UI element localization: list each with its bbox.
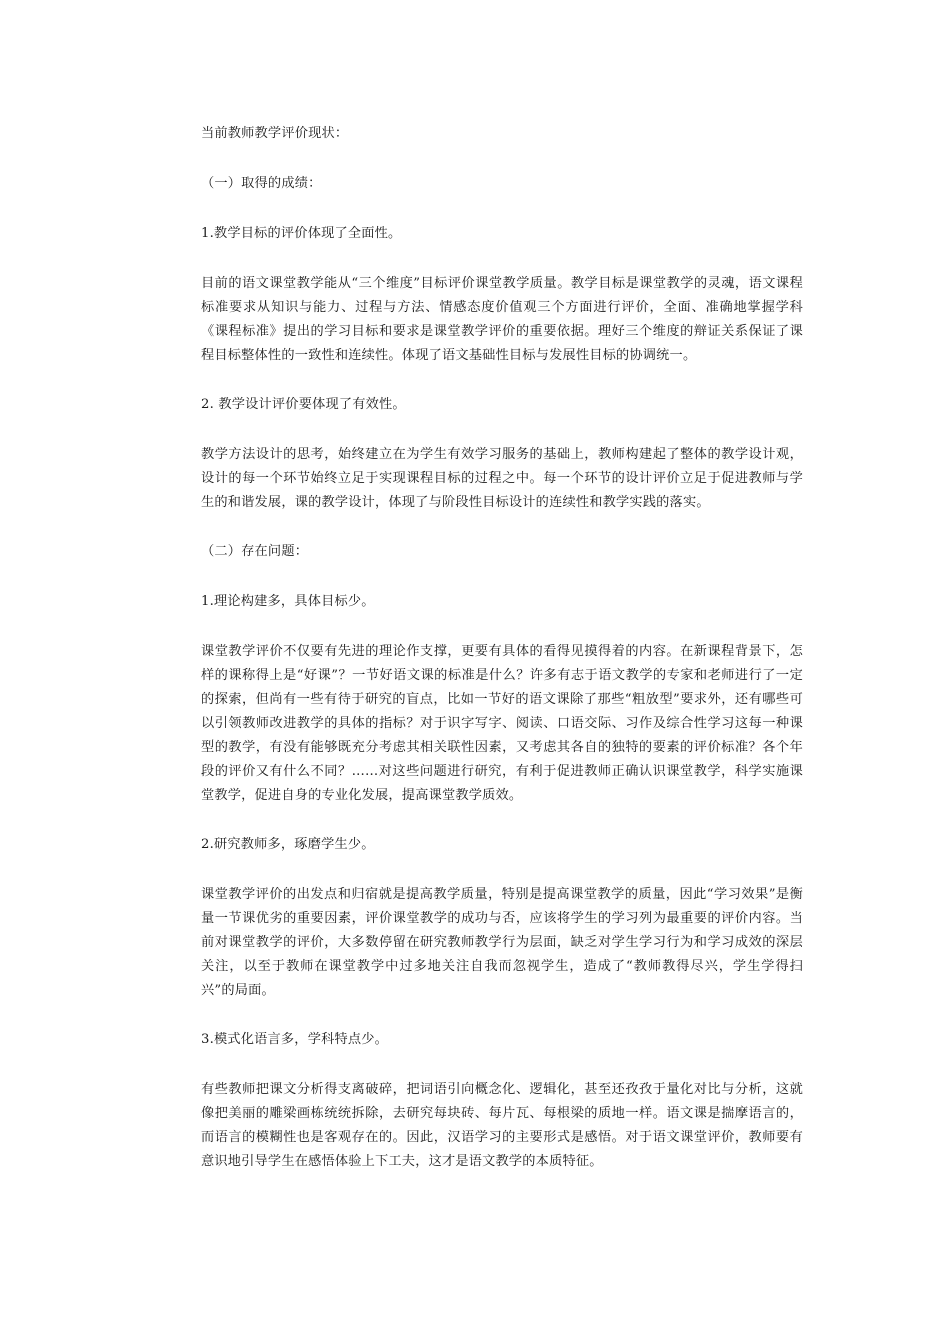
achievement-1-body: 目前的语文课堂教学能从“三个维度”目标评价课堂教学质量。教学目标是课堂教学的灵魂，语文课程标准要求从知识与能力、过程与方法、情感态度价值观三个方面进行评价，全面、准确地掌握学科《课程标准》提出的学习目标和要求是课堂教学评价的重要依据。理好三个维度的辩证关系保证了课程目标整体性的一致性和连续性。体现了语文基础性目标与发展性目标的协调统一。: [201, 276, 803, 363]
problem-1-title: 1.理论构建多，具体目标少。: [201, 594, 375, 609]
problem-3-body: 有些教师把课文分析得支离破碎，把词语引向概念化、逻辑化，甚至还孜孜于量化对比与分析，这就像把美丽的雕梁画栋统统拆除，去研究每块砖、每片瓦、每根梁的质地一样。语文课是揣摩语言的，而语言的模糊性也是客观存在的。因此，汉语学习的主要形式是感悟。对于语文课堂评价，教师要有意识地引导学生在感悟体验上下工夫，这才是语文教学的本质特征。: [201, 1082, 803, 1169]
achievement-2-body: 教学方法设计的思考，始终建立在为学生有效学习服务的基础上，教师构建起了整体的教学设计观，设计的每一个环节始终立足于实现课程目标的过程之中。每一个环节的设计评价立足于促进教师与学生的和谐发展，课的教学设计，体现了与阶段性目标设计的连续性和教学实践的落实。: [201, 447, 803, 510]
problem-3-title: 3.模式化语言多，学科特点少。: [201, 1032, 389, 1047]
achievement-1-title: 1.教学目标的评价体现了全面性。: [201, 226, 402, 241]
document-title: 当前教师教学评价现状：: [201, 126, 349, 141]
achievement-2-title: 2. 教学设计评价要体现了有效性。: [201, 397, 406, 412]
section-heading-achievements: （一）取得的成绩：: [201, 176, 322, 191]
problem-1-body: 课堂教学评价不仅要有先进的理论作支撑，更要有具体的看得见摸得着的内容。在新课程背景下，怎样的课称得上是“好课”？一节好语文课的标准是什么？许多有志于语文教学的专家和老师进行了一定的探索，但尚有一些有待于研究的盲点，比如一节好的语文课除了那些“粗放型”要求外，还有哪些可以引领教师改进教学的具体的指标？对于识字写字、阅读、口语交际、习作及综合性学习这每一种课型的教学，有没有能够既充分考虑其相关联性因素，又考虑其各自的独特的要素的评价标准？各个年段的评价又有什么不同？……对这些问题进行研究，有利于促进教师正确认识课堂教学，科学实施课堂教学，促进自身的专业化发展，提高课堂教学质效。: [201, 644, 803, 803]
document-body: [201, 122, 803, 1199]
section-heading-problems: （二）存在问题：: [201, 544, 309, 559]
problem-2-title: 2.研究教师多，琢磨学生少。: [201, 837, 375, 852]
problem-2-body: 课堂教学评价的出发点和归宿就是提高教学质量，特别是提高课堂教学的质量，因此“学习效果”是衡量一节课优劣的重要因素，评价课堂教学的成功与否，应该将学生的学习列为最重要的评价内容。当前对课堂教学的评价，大多数停留在研究教师教学行为层面，缺乏对学生学习行为和学习成效的深层关注，以至于教师在课堂教学中过多地关注自我而忽视学生，造成了“教师教得尽兴，学生学得扫兴”的局面。: [201, 887, 803, 998]
